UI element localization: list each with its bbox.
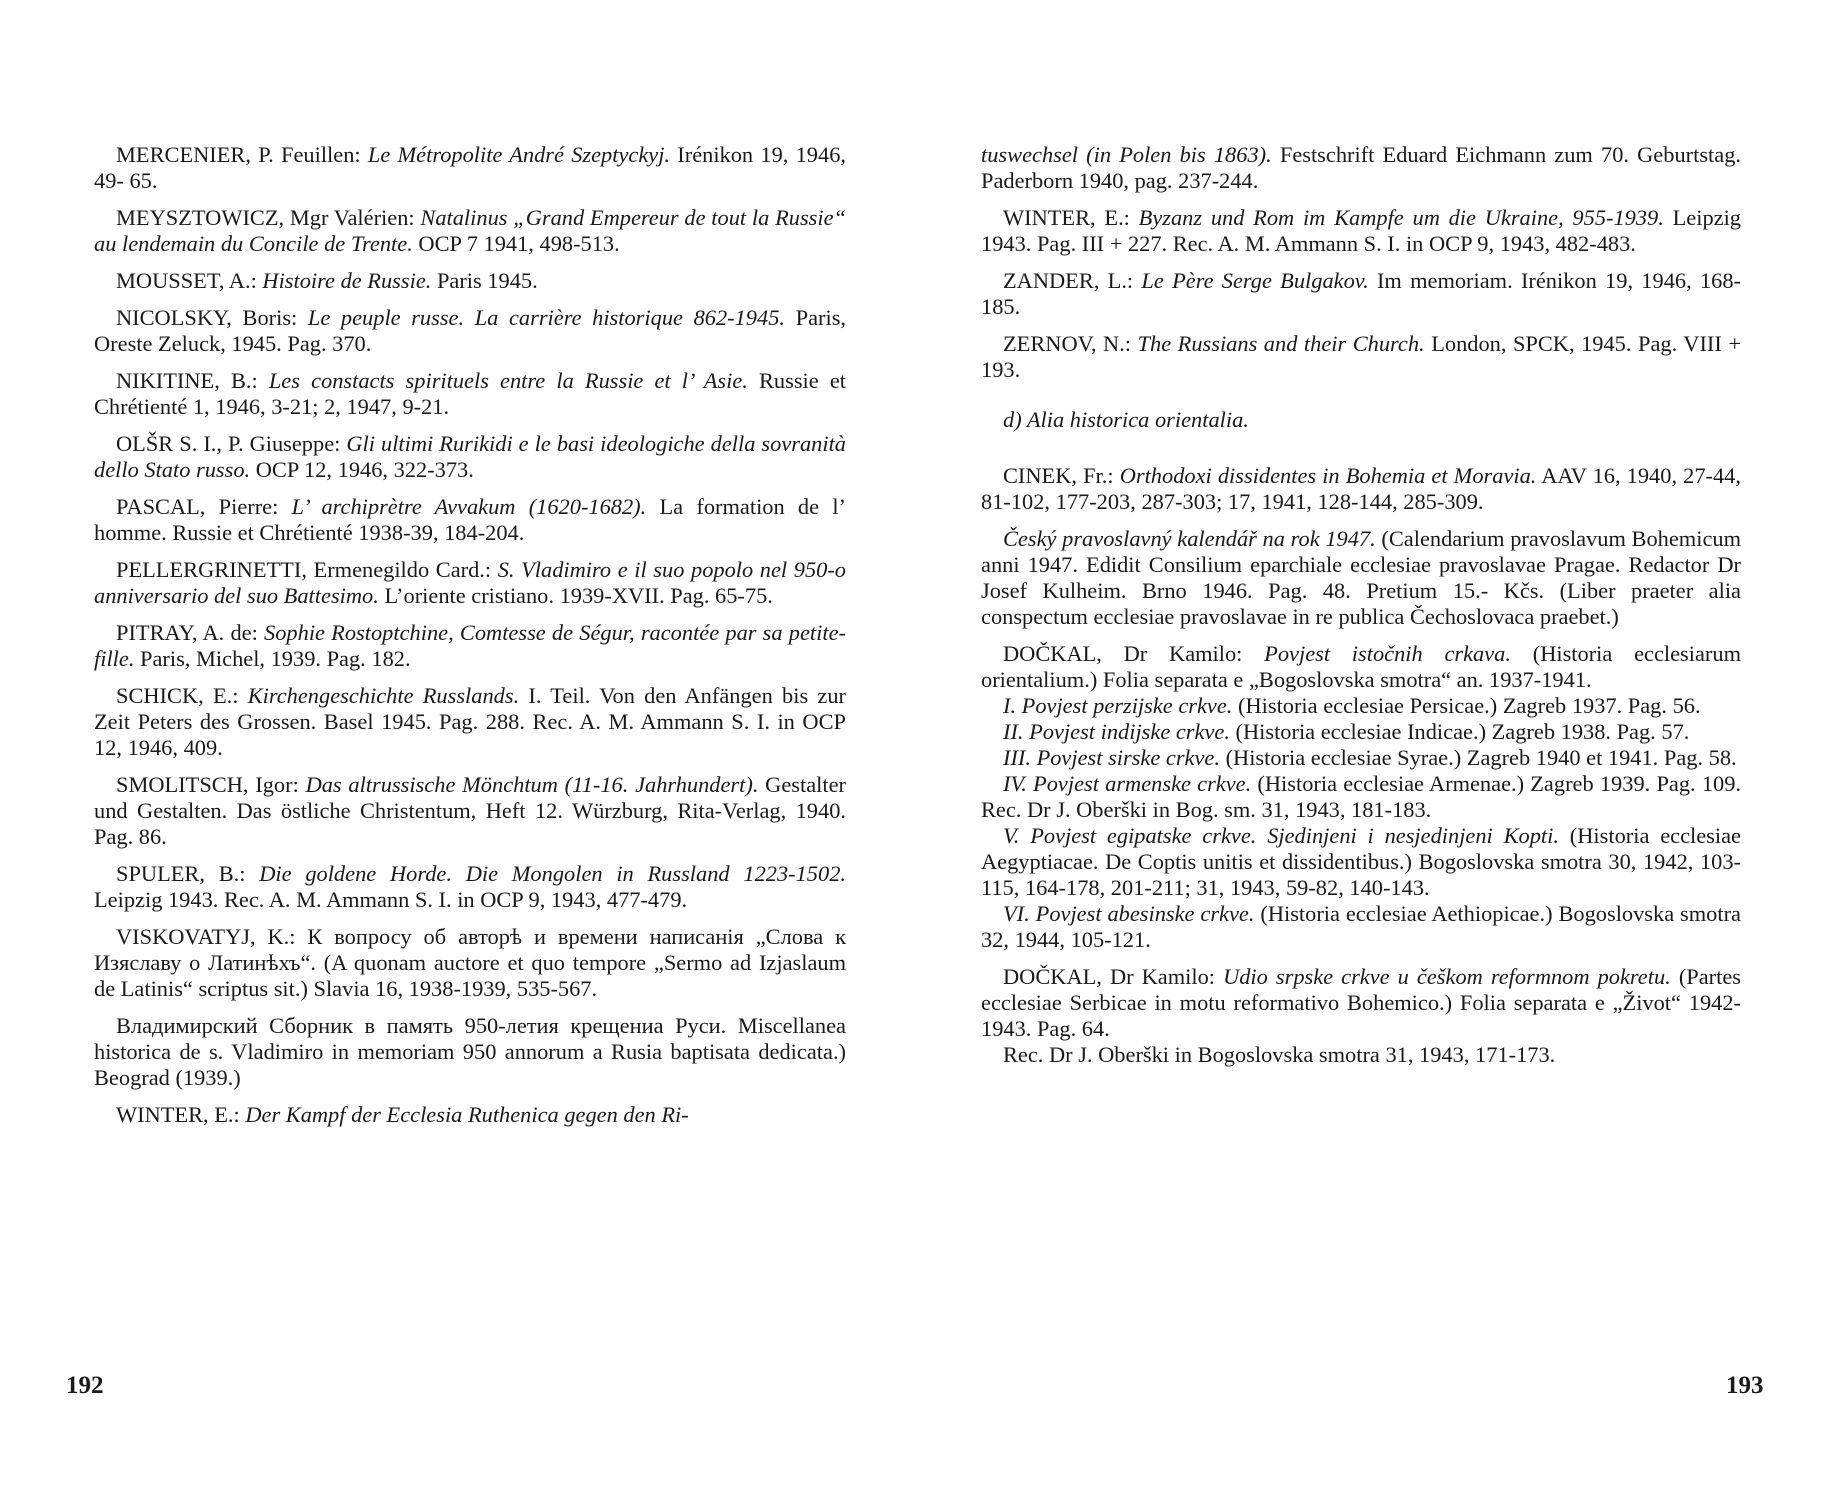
entry-details: I. Teil. Von den Anfängen bis zur Zeit Peters des Grossen. Basel 1945. Pag. 288. Rec. A. M. Ammann S. I. in OCP 12, 1946, 409. xyxy=(94,683,846,760)
entry-details: Festschrift Eduard Eichmann zum 70. Geburtstag. Paderborn 1940, pag. 237-244. xyxy=(981,142,1741,193)
bib-entry-continuation xyxy=(981,142,1741,194)
entry-author: PASCAL, Pierre: xyxy=(116,494,292,519)
entry-author: DOČKAL, Dr Kamilo: xyxy=(1003,964,1224,989)
entry-details: OCP 12, 1946, 322-373. xyxy=(250,457,474,482)
entry-title: Le Père Serge Bulgakov. xyxy=(1141,268,1369,293)
subentry-details: (Historia ecclesiae Indicae.) Zagreb 1938. Pag. 57. xyxy=(1229,719,1690,744)
bib-entry xyxy=(94,557,846,609)
entry-details: (Calendarium pravoslavum Bohemicum anni 1947. Edidit Consilium eparchiale ecclesiae pravoslavae Pragae. Redactor Dr Josef Kulheim. Brno 1946. Pag. 48. Pretium 15.- Kčs. (Liber praeter alia conspectum ecclesiae pravoslavae in re publica Čechoslovaca praebet.) xyxy=(981,526,1741,629)
right-page xyxy=(911,0,1822,1500)
entry-author: Владимирский Сборник в память 950-летия крещениа Руси. Miscellanea historica de s. Vladimiro in memoriam 950 annorum a Rusia baptisata dedicata.) Beograd (1939.) xyxy=(94,1013,846,1090)
entry-title: Der Kampf der Ecclesia Ruthenica gegen den Ri- xyxy=(245,1102,689,1127)
entry-details: Leipzig 1943. Rec. A. M. Ammann S. I. in OCP 9, 1943, 477-479. xyxy=(94,887,688,912)
subentry-details: (Historia ecclesiae Persicae.) Zagreb 1937. Pag. 56. xyxy=(1232,693,1701,718)
bib-entry xyxy=(94,1102,846,1128)
subentry-details: (Historia ecclesiae Syrae.) Zagreb 1940 et 1941. Pag. 58. xyxy=(1219,745,1737,770)
bib-entry xyxy=(94,683,846,761)
entry-title: Le peuple russe. La carrière historique 862-1945. xyxy=(307,305,785,330)
entry-details: Paris, Michel, 1939. Pag. 182. xyxy=(134,646,411,671)
bib-subentry xyxy=(981,719,1741,745)
entry-title: Le Métropolite André Szeptyckyj. xyxy=(367,142,671,167)
entry-author: NICOLSKY, Boris: xyxy=(116,305,308,330)
entry-title: Die goldene Horde. Die Mongolen in Russland 1223-1502. xyxy=(259,861,846,886)
entry-title: Udio srpske crkve u češkom reformnom pokretu. xyxy=(1223,964,1671,989)
subentry-title: IV. Povjest armenske crkve. xyxy=(1003,771,1252,796)
entry-details: Irénikon 19, 1946, 49- 65. xyxy=(94,142,846,193)
entry-author: WINTER, E.: xyxy=(1003,205,1139,230)
bib-entry xyxy=(94,861,846,913)
left-column xyxy=(94,142,846,1139)
entry-details: К вопросу об авторѣ и времени написанія „Слова к Изяславу о Латинѣхъ“. (A quonam auctore et quo tempore „Sermo ad Izjaslaum de Latinis“ scriptus sit.) Slavia 16, 1938-1939, 535-567. xyxy=(94,924,847,1001)
entry-title: S. Vladimiro e il suo popolo nel 950-o anniversario del suo Battesimo. xyxy=(94,557,846,608)
entry-title: The Russians and their Church. xyxy=(1137,331,1425,356)
bib-entry xyxy=(94,620,846,672)
bib-subentry xyxy=(981,771,1741,823)
entry-author: MERCENIER, P. Feuillen: xyxy=(116,142,368,167)
subentry-title: III. Povjest sirske crkve. xyxy=(1003,745,1220,770)
bib-entry xyxy=(94,431,846,483)
entry-title: tuswechsel (in Polen bis 1863). xyxy=(981,142,1272,167)
entry-author: ZANDER, L.: xyxy=(1003,268,1142,293)
bib-entry xyxy=(94,924,846,1002)
entry-author: DOČKAL, Dr Kamilo: xyxy=(1003,641,1265,666)
bib-entry xyxy=(981,463,1741,515)
entry-title: Byzanz und Rom im Kampfe um die Ukraine, 955-1939. xyxy=(1138,205,1664,230)
entry-details: Leipzig 1943. Pag. III + 227. Rec. A. M. Ammann S. I. in OCP 9, 1943, 482-483. xyxy=(981,205,1741,256)
entry-title: Kirchengeschichte Russlands. xyxy=(247,683,520,708)
bib-entry xyxy=(94,142,846,194)
bib-entry xyxy=(981,205,1741,257)
bib-subentry xyxy=(981,693,1741,719)
entry-details: Paris, Oreste Zeluck, 1945. Pag. 370. xyxy=(94,305,846,356)
entry-details: (Historia ecclesiarum orientalium.) Folia separata e „Bogoslovska smotra“ an. 1937-1941. xyxy=(981,641,1741,692)
bib-subentry xyxy=(981,745,1741,771)
entry-author: CINEK, Fr.: xyxy=(1003,463,1120,488)
subentry-details: (Historia ecclesiae Armenae.) Zagreb 1939. Pag. 109. Rec. Dr J. Oberški in Bog. sm. 31, 1943, 181-183. xyxy=(981,771,1742,822)
entry-author: SMOLITSCH, Igor: xyxy=(116,772,306,797)
entry-details: Im memoriam. Irénikon 19, 1946, 168-185. xyxy=(981,268,1741,319)
subentry-title: I. Povjest perzijske crkve. xyxy=(1003,693,1233,718)
bib-entry xyxy=(94,368,846,420)
bib-subentry xyxy=(981,901,1741,953)
entry-author: WINTER, E.: xyxy=(116,1102,246,1127)
entry-title: Gli ultimi Rurikidi e le basi ideologiche della sovranità dello Stato russo. xyxy=(94,431,847,482)
entry-details: OCP 7 1941, 498-513. xyxy=(412,231,620,256)
bib-entry xyxy=(94,1013,846,1091)
entry-details: (Partes ecclesiae Serbicae in motu reformativo Bohemico.) Folia separata e „Život“ 1942-1943. Pag. 64. xyxy=(981,964,1741,1041)
entry-title: Das altrussische Mönchtum (11-16. Jahrhundert). xyxy=(305,772,759,797)
entry-title: Povjest istočnih crkava. xyxy=(1264,641,1511,666)
entry-details: Gestalter und Gestalten. Das östliche Christentum, Heft 12. Würzburg, Rita-Verlag, 1940. Pag. 86. xyxy=(94,772,847,849)
entry-author: MEYSZTOWICZ, Mgr Valérien: xyxy=(116,205,421,230)
entry-title: Les constacts spirituels entre la Russie et l’ Asie. xyxy=(268,368,748,393)
bib-entry xyxy=(981,526,1741,630)
entry-author: ZERNOV, N.: xyxy=(1003,331,1138,356)
bib-entry xyxy=(981,268,1741,320)
entry-title: Histoire de Russie. xyxy=(262,268,432,293)
bib-entry xyxy=(981,331,1741,383)
entry-author: OLŠR S. I., P. Giuseppe: xyxy=(116,431,347,456)
bib-entry xyxy=(94,494,846,546)
entry-details: Paris 1945. xyxy=(431,268,538,293)
entry-title: Sophie Rostoptchine, Comtesse de Ségur, racontée par sa petite-fille. xyxy=(94,620,846,671)
entry-author: PITRAY, A. de: xyxy=(116,620,265,645)
bib-entry xyxy=(94,305,846,357)
entry-details: London, SPCK, 1945. Pag. VIII + 193. xyxy=(981,331,1741,382)
entry-title: Natalinus „Grand Empereur de tout la Russie“ au lendemain du Concile de Trente. xyxy=(94,205,846,256)
entry-author: NIKITINE, B.: xyxy=(116,368,269,393)
entry-author: SPULER, B.: xyxy=(116,861,260,886)
bib-entry xyxy=(981,641,1741,693)
subentry-details: (Historia ecclesiae Aegyptiacae. De Coptis unitis et dissidentibus.) Bogoslovska smotra 30, 1942, 103-115, 164-178, 201-211; 31, 1943, 59-82, 140-143. xyxy=(981,823,1741,900)
entry-details: Russie et Chrétienté 1, 1946, 3-21; 2, 1947, 9-21. xyxy=(94,368,846,419)
entry-author: SCHICK, E.: xyxy=(116,683,248,708)
entry-details: La formation de l’ homme. Russie et Chrétienté 1938-39, 184-204. xyxy=(94,494,846,545)
subentry-title: V. Povjest egipatske crkve. Sjedinjeni i nesjedinjeni Kopti. xyxy=(1003,823,1559,848)
entry-title: L’ archiprètre Avvakum (1620-1682). xyxy=(291,494,647,519)
entry-author: PELLERGRINETTI, Ermenegildo Card.: xyxy=(116,557,498,582)
entry-title: Český pravoslavný kalendář na rok 1947. xyxy=(1003,526,1376,551)
section-heading: d) Alia historica orientalia. xyxy=(1003,407,1249,432)
subentry-title: II. Povjest indijske crkve. xyxy=(1003,719,1230,744)
subentry-title: VI. Povjest abesinske crkve. xyxy=(1003,901,1255,926)
bib-entry-review xyxy=(981,1042,1741,1068)
page-number: 192 xyxy=(66,1372,104,1399)
bib-entry xyxy=(94,205,846,257)
entry-author: VISKOVATYJ, K.: xyxy=(116,924,308,949)
subentry-details: (Historia ecclesiae Aethiopicae.) Bogoslovska smotra 32, 1944, 105-121. xyxy=(981,901,1741,952)
right-column xyxy=(981,142,1741,1079)
entry-details: L’oriente cristiano. 1939-XVII. Pag. 65-75. xyxy=(378,583,773,608)
bib-entry xyxy=(94,268,846,294)
page-number: 193 xyxy=(1726,1372,1764,1399)
bib-subentry xyxy=(981,823,1741,901)
entry-author: MOUSSET, A.: xyxy=(116,268,263,293)
bib-entry xyxy=(981,964,1741,1042)
bib-entry xyxy=(94,772,846,850)
entry-review: Rec. Dr J. Oberški in Bogoslovska smotra 31, 1943, 171-173. xyxy=(1003,1042,1556,1067)
entry-details: AAV 16, 1940, 27-44, 81-102, 177-203, 287-303; 17, 1941, 128-144, 285-309. xyxy=(981,463,1741,514)
entry-title: Orthodoxi dissidentes in Bohemia et Moravia. xyxy=(1119,463,1537,488)
